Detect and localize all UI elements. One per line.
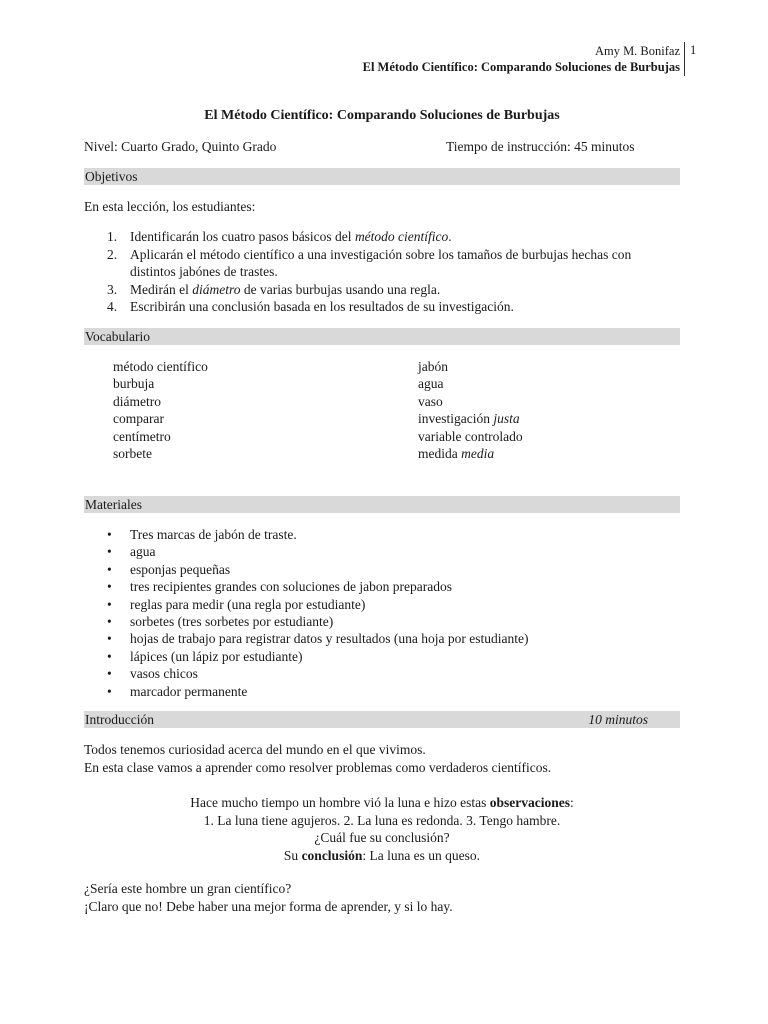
section-title-introduccion: Introducción [85,712,154,727]
objectives-list [107,228,680,316]
list-item [107,526,529,543]
header-divider [684,42,685,76]
list-item [107,578,529,595]
list-item [107,543,529,560]
vocab-term-text: investigación [418,411,494,427]
story-line [84,847,680,865]
list-item [107,281,680,299]
vocab-term [418,410,523,427]
vocab-term-text: vaso [418,393,443,409]
item-text: Escribirán una conclusión basada en los resultados de su investigación. [130,299,514,314]
story-text-end: : La luna es un queso. [362,847,481,863]
item-text: hojas de trabajo para registrar datos y resultados (una hoja por estudiante) [130,631,529,647]
vocab-term [418,375,523,392]
header-title: El Método Científico: Comparando Soluciones de Burbujas [362,60,680,74]
bullet-icon: • [107,527,112,542]
list-item [107,298,680,316]
bullet-icon: • [107,614,112,630]
running-header [363,43,680,75]
list-item [107,246,680,281]
story-line [84,794,680,812]
vocab-term: sorbete [113,446,152,462]
item-emphasis: método científico [354,229,449,244]
story-text: Hace mucho tiempo un hombre vió la luna e hizo estas [190,795,490,810]
vocab-term-text: variable controlado [418,428,523,444]
vocab-term-text: jabón [418,359,448,374]
list-item [107,228,680,246]
story-bold: observaciones [489,795,571,810]
vocab-term-emphasis: media [461,446,495,462]
section-bar-vocabulario [84,328,680,345]
bullet-icon: • [107,666,112,682]
bullet-icon: • [107,579,112,595]
page-number: 1 [690,43,697,57]
vocab-term: comparar [113,411,164,427]
bullet-icon: • [107,596,112,612]
section-bar-materiales [84,496,680,513]
section-title-vocabulario: Vocabulario [85,329,150,344]
item-emphasis: diámetro [192,281,241,297]
item-text: vasos chicos [130,666,198,682]
vocab-term-text: agua [418,376,444,392]
vocab-term-emphasis: justa [493,411,520,427]
instruction-time: Tiempo de instrucción: 45 minutos [446,139,635,154]
document-title: El Método Científico: Comparando Soluciones de Burbujas [204,108,560,123]
item-text-end: de varias burbujas usando una regla. [240,281,441,297]
vocab-term: centímetro [113,428,171,444]
item-text: marcador permanente [130,683,248,699]
list-item [107,596,529,613]
bullet-icon: • [107,561,112,577]
vocab-term [418,428,523,445]
grade-level: Nivel: Cuarto Grado, Quinto Grado [84,139,277,154]
list-item [107,683,529,700]
vocab-term-text: medida [418,446,462,462]
story-block [84,794,680,864]
item-text: Medirán el [130,281,193,297]
vocab-term: diámetro [113,393,161,409]
header-author: Amy M. Bonifaz [594,44,680,58]
vocab-column-right [418,358,523,462]
section-duration: 10 minutos [588,712,648,727]
intro-line: En esta clase vamos a aprender como resolver problemas como verdaderos científicos. [84,759,552,775]
vocab-term: método científico [113,359,208,374]
item-text: esponjas pequeñas [130,561,231,577]
item-text: agua [130,544,156,560]
vocab-term: burbuja [113,376,155,392]
item-text: sorbetes (tres sorbetes por estudiante) [130,614,334,630]
list-item [107,613,529,630]
list-item [107,630,529,647]
intro-paragraph [84,741,680,776]
materials-list [107,526,529,700]
story-line: ¿Cuál fue su conclusión? [314,830,450,846]
story-bold: conclusión [301,847,363,863]
section-title-objetivos: Objetivos [85,169,138,184]
intro-line: Todos tenemos curiosidad acerca del mundo en el que vivimos. [84,742,426,757]
bullet-icon: • [107,544,112,560]
item-number: 4. [107,299,118,314]
story-text-end: : [570,795,574,810]
bullet-icon: • [107,648,112,664]
item-text: lápices (un lápiz por estudiante) [130,648,303,664]
story-line: 1. La luna tiene agujeros. 2. La luna es redonda. 3. Tengo hambre. [203,812,561,828]
item-number: 2. [107,246,118,262]
item-text: Aplicarán el método científico a una investigación sobre los tamaños de burbujas hechas con distintos jabónes de trastes. [130,246,632,279]
vocab-term [418,393,523,410]
vocab-column-left [113,358,208,462]
objectives-intro: En esta lección, los estudiantes: [84,199,256,214]
item-text: Tres marcas de jabón de traste. [130,527,297,542]
item-text-end: . [448,229,452,244]
section-title-materiales: Materiales [85,497,142,512]
closing-paragraph [84,880,680,915]
story-text: Su [283,847,302,863]
vocab-term [418,358,523,375]
item-number: 3. [107,281,118,297]
list-item [107,561,529,578]
item-text: Identificarán los cuatro pasos básicos del [130,229,355,244]
item-number: 1. [107,229,118,244]
bullet-icon: • [107,631,112,647]
closing-question: ¿Sería este hombre un gran científico? [84,881,292,896]
vocab-term [418,445,523,462]
closing-answer: ¡Claro que no! Debe haber una mejor forma de aprender, y si lo hay. [84,898,453,914]
section-bar-introduccion [84,711,680,728]
item-text: tres recipientes grandes con soluciones de jabon preparados [130,579,453,595]
item-text: reglas para medir (una regla por estudiante) [130,596,366,612]
list-item [107,648,529,665]
list-item [107,665,529,682]
bullet-icon: • [107,683,112,699]
section-bar-objetivos [84,168,680,185]
